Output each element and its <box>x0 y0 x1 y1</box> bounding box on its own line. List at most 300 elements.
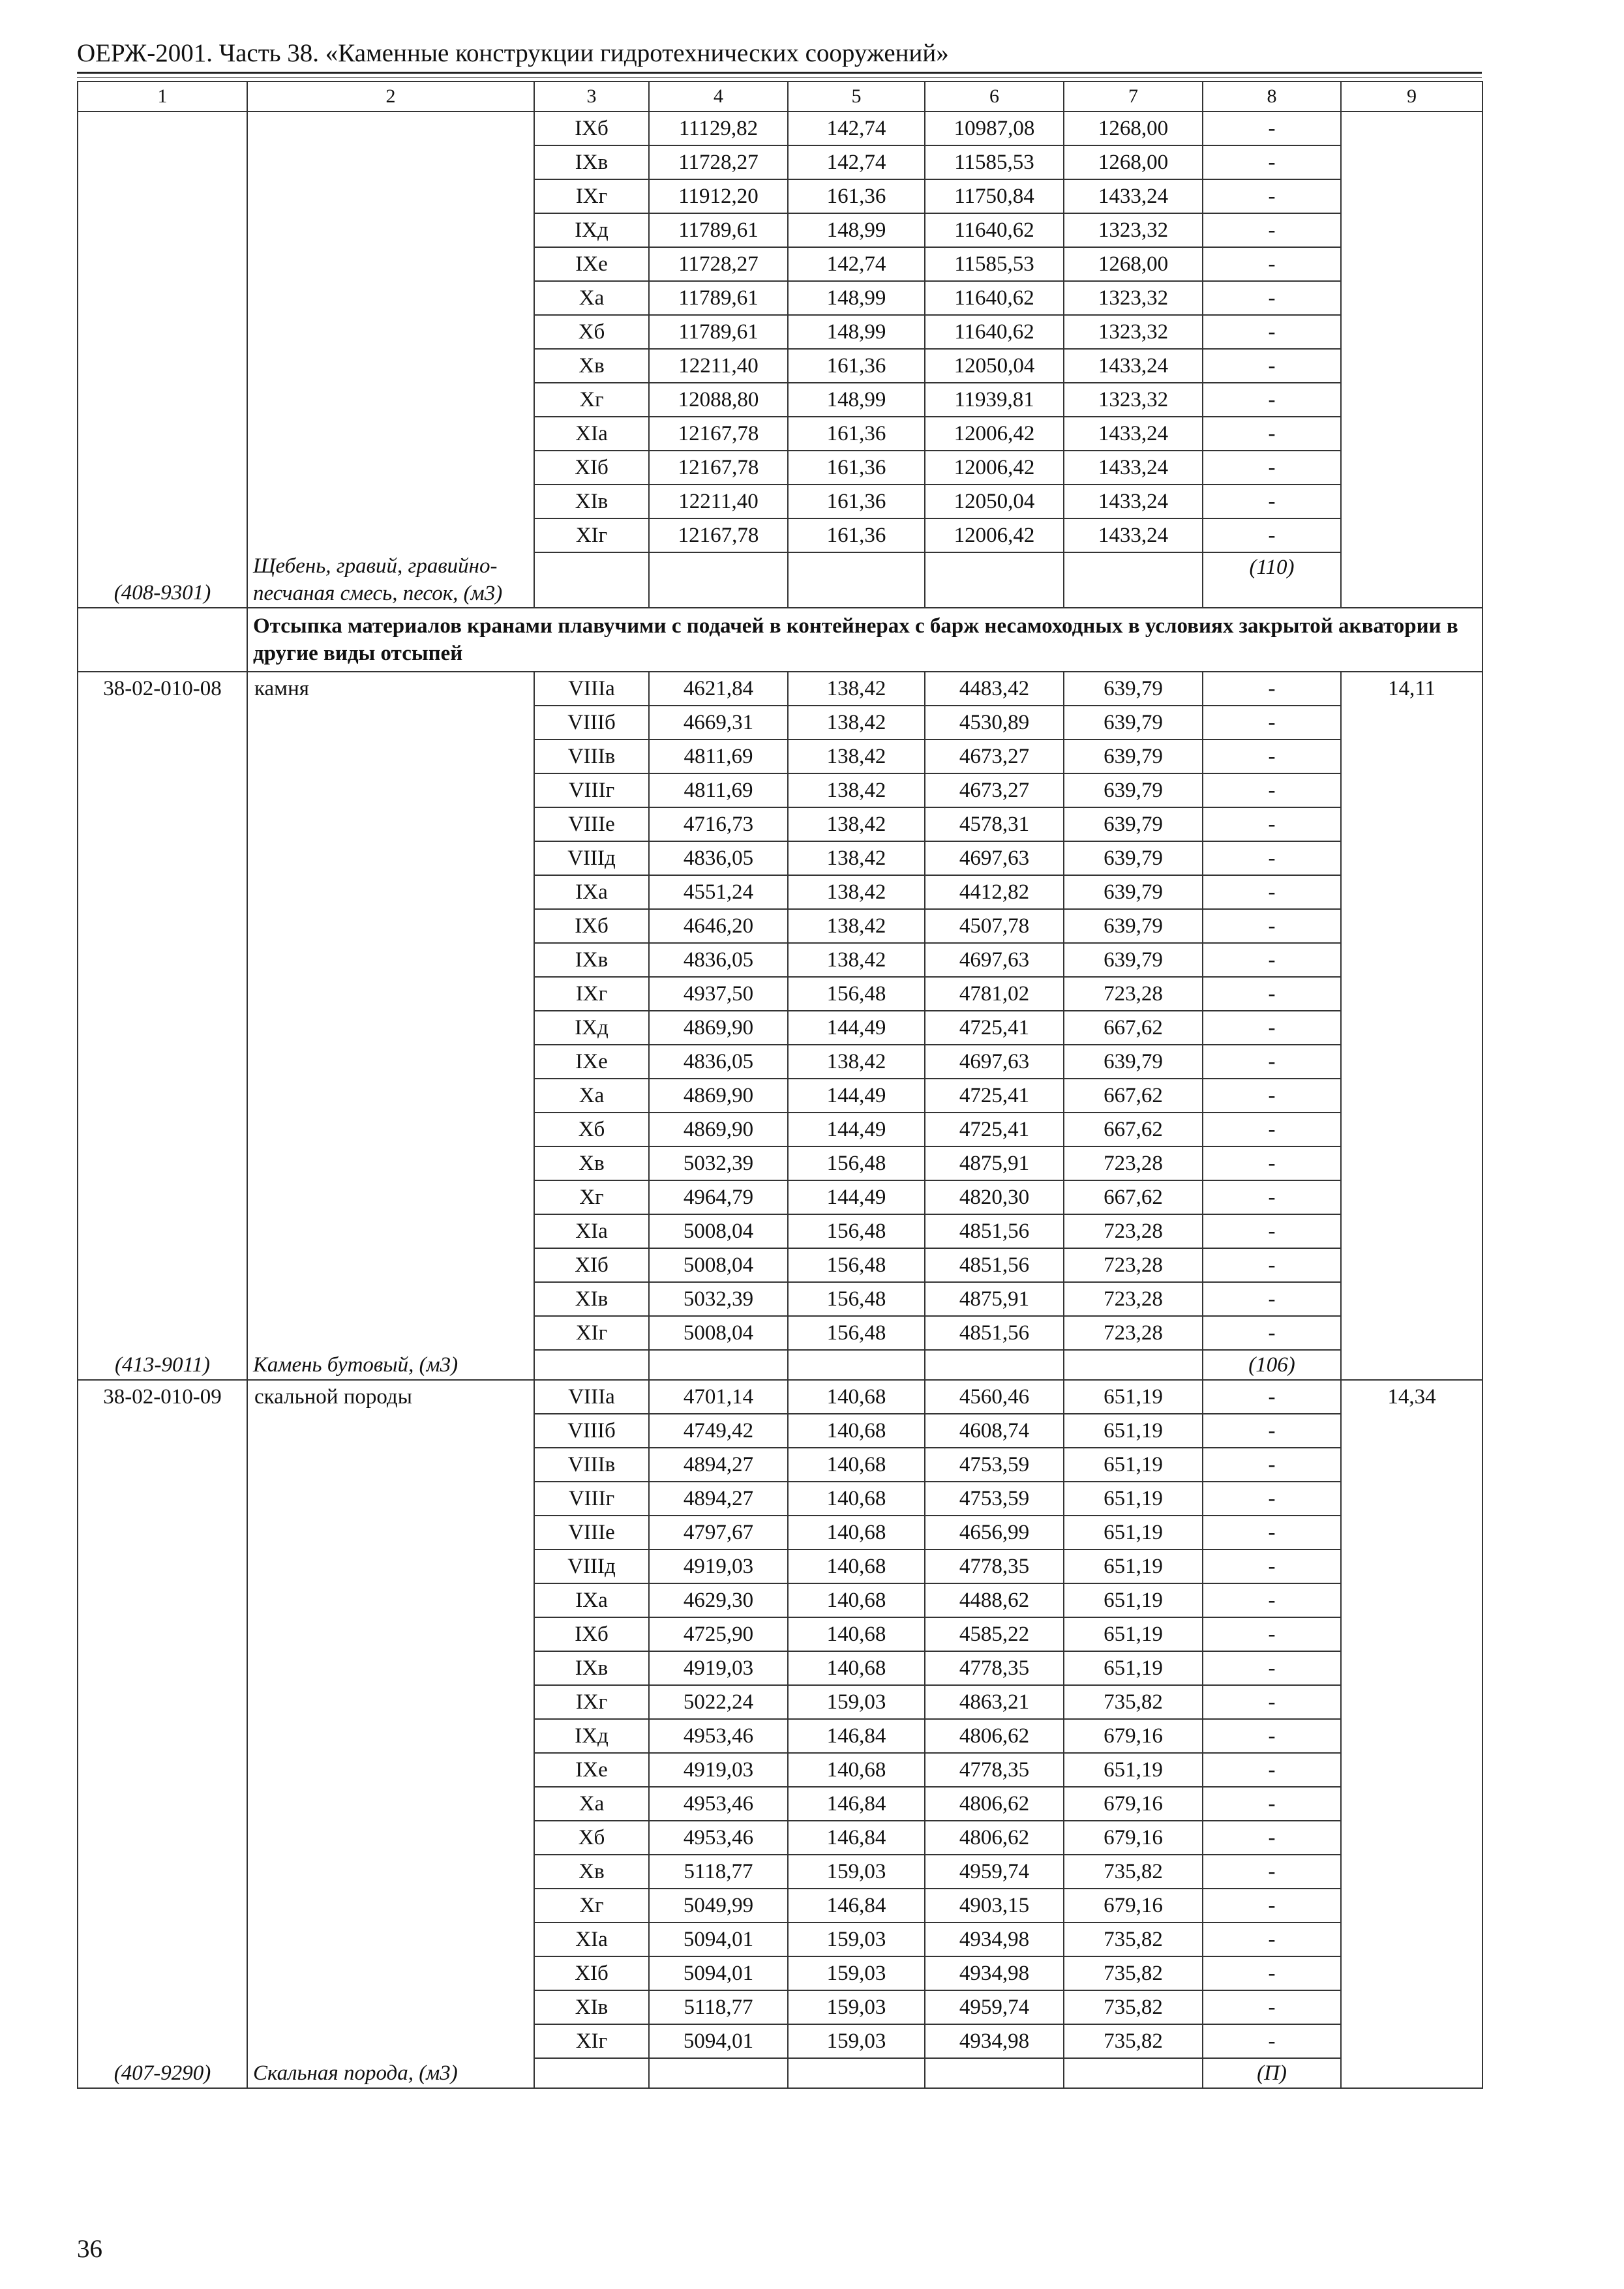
machines-cell: 4725,41 <box>925 1011 1064 1045</box>
driver-wages-cell: 1268,00 <box>1064 112 1203 145</box>
empty-cell <box>1064 552 1203 608</box>
resource-quantity: (П) <box>1203 2058 1341 2088</box>
column-number-6: 6 <box>925 82 1064 112</box>
total-cost-cell: 5008,04 <box>649 1316 788 1350</box>
zone-cell: Xв <box>534 1146 649 1180</box>
zone-cell: XIг <box>534 518 649 552</box>
machines-cell: 4820,30 <box>925 1180 1064 1214</box>
driver-wages-cell: 651,19 <box>1064 1549 1203 1583</box>
materials-cell: - <box>1203 518 1341 552</box>
total-cost-cell: 5094,01 <box>649 1956 788 1990</box>
driver-wages-cell: 639,79 <box>1064 875 1203 909</box>
materials-cell: - <box>1203 1685 1341 1719</box>
page-header: ОЕРЖ-2001. Часть 38. «Каменные конструкции гидротехнических сооружений» <box>77 39 949 67</box>
materials-cell: - <box>1203 1113 1341 1146</box>
zone-cell: VIIIд <box>534 1549 649 1583</box>
machines-cell: 4959,74 <box>925 1990 1064 2024</box>
machines-cell: 12006,42 <box>925 518 1064 552</box>
zone-cell: IXд <box>534 1011 649 1045</box>
zone-cell: Xв <box>534 1855 649 1889</box>
materials-cell: - <box>1203 1180 1341 1214</box>
zone-cell: VIIIв <box>534 1448 649 1482</box>
driver-wages-cell: 639,79 <box>1064 807 1203 841</box>
zone-cell: XIг <box>534 2024 649 2058</box>
driver-wages-cell: 639,79 <box>1064 841 1203 875</box>
empty-cell <box>1341 2058 1482 2088</box>
wages-cell: 140,68 <box>788 1380 925 1414</box>
driver-wages-cell: 651,19 <box>1064 1753 1203 1787</box>
machines-cell: 4875,91 <box>925 1282 1064 1316</box>
materials-cell: - <box>1203 1956 1341 1990</box>
machines-cell: 4863,21 <box>925 1685 1064 1719</box>
total-cost-cell: 5032,39 <box>649 1282 788 1316</box>
empty-cell <box>1341 552 1482 608</box>
materials-cell: - <box>1203 1719 1341 1753</box>
driver-wages-cell: 651,19 <box>1064 1516 1203 1549</box>
wages-cell: 144,49 <box>788 1180 925 1214</box>
wages-cell: 159,03 <box>788 1990 925 2024</box>
total-cost-cell: 4811,69 <box>649 740 788 773</box>
zone-cell: XIв <box>534 1990 649 2024</box>
zone-cell: XIг <box>534 1316 649 1350</box>
wages-cell: 161,36 <box>788 518 925 552</box>
zone-cell: VIIIг <box>534 1482 649 1516</box>
total-cost-cell: 11728,27 <box>649 247 788 281</box>
total-cost-cell: 4646,20 <box>649 909 788 943</box>
driver-wages-cell: 651,19 <box>1064 1380 1203 1414</box>
zone-cell: Xа <box>534 1787 649 1821</box>
wages-cell: 159,03 <box>788 1922 925 1956</box>
total-cost-cell: 5008,04 <box>649 1248 788 1282</box>
zone-cell: IXб <box>534 909 649 943</box>
wages-cell: 140,68 <box>788 1549 925 1583</box>
column-number-7: 7 <box>1064 82 1203 112</box>
driver-wages-cell: 651,19 <box>1064 1583 1203 1617</box>
machines-cell: 11750,84 <box>925 179 1064 213</box>
total-cost-cell: 4551,24 <box>649 875 788 909</box>
total-cost-cell: 4894,27 <box>649 1448 788 1482</box>
materials-cell: - <box>1203 1248 1341 1282</box>
wages-cell: 144,49 <box>788 1079 925 1113</box>
machines-cell: 4673,27 <box>925 740 1064 773</box>
materials-cell: - <box>1203 349 1341 383</box>
machines-cell: 4697,63 <box>925 943 1064 977</box>
resource-code-footer: (413-9011) <box>78 1350 247 1380</box>
wages-cell: 156,48 <box>788 1248 925 1282</box>
materials-cell: - <box>1203 1482 1341 1516</box>
materials-cell: - <box>1203 875 1341 909</box>
zone-cell: IXг <box>534 1685 649 1719</box>
materials-cell: - <box>1203 740 1341 773</box>
zone-cell: IXб <box>534 112 649 145</box>
empty-cell <box>1064 1350 1203 1380</box>
materials-cell: - <box>1203 1583 1341 1617</box>
zone-cell: XIб <box>534 1956 649 1990</box>
column-number-9: 9 <box>1341 82 1482 112</box>
materials-cell: - <box>1203 1414 1341 1448</box>
zone-cell: XIб <box>534 1248 649 1282</box>
machines-cell: 4903,15 <box>925 1889 1064 1922</box>
total-cost-cell: 4621,84 <box>649 672 788 706</box>
wages-cell: 148,99 <box>788 213 925 247</box>
driver-wages-cell: 723,28 <box>1064 1248 1203 1282</box>
materials-cell: - <box>1203 909 1341 943</box>
zone-cell: XIв <box>534 1282 649 1316</box>
resource-name-text: Камень бутовый, (м3) <box>253 1353 459 1377</box>
machines-cell: 4578,31 <box>925 807 1064 841</box>
resource-name <box>247 1350 534 1380</box>
zone-cell: Xв <box>534 349 649 383</box>
wages-cell: 146,84 <box>788 1821 925 1855</box>
materials-cell: - <box>1203 1821 1341 1855</box>
section-title-row <box>78 608 1482 672</box>
wages-cell: 156,48 <box>788 1214 925 1248</box>
empty-cell <box>788 1350 925 1380</box>
driver-wages-cell: 651,19 <box>1064 1414 1203 1448</box>
zone-cell: VIIIа <box>534 1380 649 1414</box>
machines-cell: 4507,78 <box>925 909 1064 943</box>
materials-cell: - <box>1203 1549 1341 1583</box>
zone-cell: XIа <box>534 1214 649 1248</box>
empty-cell <box>534 552 649 608</box>
total-cost-cell: 5049,99 <box>649 1889 788 1922</box>
zone-cell: XIа <box>534 417 649 451</box>
materials-cell: - <box>1203 1990 1341 2024</box>
total-cost-cell: 12211,40 <box>649 485 788 518</box>
machines-cell: 4851,56 <box>925 1214 1064 1248</box>
rates-table <box>77 81 1483 2089</box>
zone-cell: VIIIв <box>534 740 649 773</box>
materials-cell: - <box>1203 281 1341 315</box>
work-description <box>247 112 534 552</box>
driver-wages-cell: 1323,32 <box>1064 383 1203 417</box>
wages-cell: 159,03 <box>788 2024 925 2058</box>
section-title: Отсыпка материалов кранами плавучими с подачей в контейнерах с барж несамоходных в условиях закрытой акватории в другие виды отсыпей <box>247 608 1482 672</box>
zone-cell: IXе <box>534 247 649 281</box>
column-number-row <box>78 82 1482 112</box>
resource-code-footer: (408-9301) <box>78 552 247 608</box>
driver-wages-cell: 1433,24 <box>1064 349 1203 383</box>
driver-wages-cell: 723,28 <box>1064 1146 1203 1180</box>
empty-cell <box>925 552 1064 608</box>
machines-cell: 4753,59 <box>925 1482 1064 1516</box>
machines-cell: 4806,62 <box>925 1787 1064 1821</box>
total-cost-cell: 4869,90 <box>649 1011 788 1045</box>
total-cost-cell: 4953,46 <box>649 1787 788 1821</box>
machines-cell: 4875,91 <box>925 1146 1064 1180</box>
machines-cell: 12050,04 <box>925 485 1064 518</box>
column-number-1: 1 <box>78 82 247 112</box>
zone-cell: XIв <box>534 485 649 518</box>
total-cost-cell: 4836,05 <box>649 841 788 875</box>
materials-cell: - <box>1203 943 1341 977</box>
total-cost-cell: 5094,01 <box>649 1922 788 1956</box>
driver-wages-cell: 1323,32 <box>1064 213 1203 247</box>
zone-cell: IXе <box>534 1045 649 1079</box>
materials-cell: - <box>1203 1316 1341 1350</box>
driver-wages-cell: 1433,24 <box>1064 451 1203 485</box>
wages-cell: 156,48 <box>788 1282 925 1316</box>
total-cost-cell: 4811,69 <box>649 773 788 807</box>
machines-cell: 4934,98 <box>925 1956 1064 1990</box>
machines-cell: 11585,53 <box>925 145 1064 179</box>
zone-cell: VIIIг <box>534 773 649 807</box>
total-cost-cell: 5118,77 <box>649 1855 788 1889</box>
total-cost-cell: 5008,04 <box>649 1214 788 1248</box>
machines-cell: 11640,62 <box>925 213 1064 247</box>
wages-cell: 140,68 <box>788 1516 925 1549</box>
total-cost-cell: 11728,27 <box>649 145 788 179</box>
zone-cell: IXб <box>534 1617 649 1651</box>
total-cost-cell: 5022,24 <box>649 1685 788 1719</box>
total-cost-cell: 4749,42 <box>649 1414 788 1448</box>
total-cost-cell: 4919,03 <box>649 1651 788 1685</box>
materials-cell: - <box>1203 1617 1341 1651</box>
wages-cell: 140,68 <box>788 1651 925 1685</box>
machines-cell: 4530,89 <box>925 706 1064 740</box>
total-cost-cell: 12088,80 <box>649 383 788 417</box>
table-row <box>78 1380 1482 1414</box>
driver-wages-cell: 735,82 <box>1064 2024 1203 2058</box>
total-cost-cell: 11912,20 <box>649 179 788 213</box>
driver-wages-cell: 651,19 <box>1064 1482 1203 1516</box>
driver-wages-cell: 667,62 <box>1064 1011 1203 1045</box>
total-cost-cell: 4953,46 <box>649 1821 788 1855</box>
driver-wages-cell: 723,28 <box>1064 1282 1203 1316</box>
wages-cell: 161,36 <box>788 349 925 383</box>
resource-name-text: Скальная порода, (м3) <box>253 2061 458 2085</box>
driver-wages-cell: 639,79 <box>1064 773 1203 807</box>
machines-cell: 4412,82 <box>925 875 1064 909</box>
resource-row <box>78 1350 1482 1380</box>
total-cost-cell: 12211,40 <box>649 349 788 383</box>
machines-cell: 4725,41 <box>925 1079 1064 1113</box>
machines-cell: 4934,98 <box>925 2024 1064 2058</box>
total-cost-cell: 4953,46 <box>649 1719 788 1753</box>
wages-cell: 138,42 <box>788 740 925 773</box>
header-rule-thin <box>77 77 1482 78</box>
total-cost-cell: 4716,73 <box>649 807 788 841</box>
driver-wages-cell: 1433,24 <box>1064 518 1203 552</box>
driver-wages-cell: 1323,32 <box>1064 315 1203 349</box>
machines-cell: 4725,41 <box>925 1113 1064 1146</box>
wages-cell: 140,68 <box>788 1617 925 1651</box>
wages-cell: 138,42 <box>788 875 925 909</box>
total-cost-cell: 12167,78 <box>649 518 788 552</box>
column-number-3: 3 <box>534 82 649 112</box>
driver-wages-cell: 639,79 <box>1064 1045 1203 1079</box>
column-number-8: 8 <box>1203 82 1341 112</box>
wages-cell: 138,42 <box>788 1045 925 1079</box>
materials-cell: - <box>1203 383 1341 417</box>
column-number-4: 4 <box>649 82 788 112</box>
machines-cell: 4934,98 <box>925 1922 1064 1956</box>
driver-wages-cell: 651,19 <box>1064 1448 1203 1482</box>
work-description: скальной породы <box>247 1380 534 2058</box>
driver-wages-cell: 667,62 <box>1064 1180 1203 1214</box>
wages-cell: 156,48 <box>788 977 925 1011</box>
machines-cell: 4753,59 <box>925 1448 1064 1482</box>
materials-cell: - <box>1203 1516 1341 1549</box>
zone-cell: IXг <box>534 977 649 1011</box>
driver-wages-cell: 723,28 <box>1064 1316 1203 1350</box>
machines-cell: 11939,81 <box>925 383 1064 417</box>
labor-norm: 14,34 <box>1341 1380 1482 2058</box>
wages-cell: 140,68 <box>788 1753 925 1787</box>
machines-cell: 4560,46 <box>925 1380 1064 1414</box>
wages-cell: 156,48 <box>788 1316 925 1350</box>
wages-cell: 138,42 <box>788 706 925 740</box>
materials-cell: - <box>1203 485 1341 518</box>
machines-cell: 4585,22 <box>925 1617 1064 1651</box>
wages-cell: 138,42 <box>788 807 925 841</box>
driver-wages-cell: 735,82 <box>1064 1956 1203 1990</box>
column-number-2: 2 <box>247 82 534 112</box>
machines-cell: 12006,42 <box>925 451 1064 485</box>
materials-cell: - <box>1203 213 1341 247</box>
resource-code <box>78 112 247 552</box>
wages-cell: 148,99 <box>788 383 925 417</box>
zone-cell: VIIIа <box>534 672 649 706</box>
wages-cell: 140,68 <box>788 1583 925 1617</box>
materials-cell: - <box>1203 1011 1341 1045</box>
machines-cell: 4851,56 <box>925 1316 1064 1350</box>
driver-wages-cell: 1433,24 <box>1064 485 1203 518</box>
driver-wages-cell: 1433,24 <box>1064 179 1203 213</box>
empty-cell <box>649 552 788 608</box>
total-cost-cell: 5032,39 <box>649 1146 788 1180</box>
materials-cell: - <box>1203 1282 1341 1316</box>
driver-wages-cell: 679,16 <box>1064 1889 1203 1922</box>
section-title-spacer <box>78 608 247 672</box>
total-cost-cell: 11789,61 <box>649 315 788 349</box>
materials-cell: - <box>1203 1380 1341 1414</box>
materials-cell: - <box>1203 1787 1341 1821</box>
total-cost-cell: 4836,05 <box>649 943 788 977</box>
total-cost-cell: 4836,05 <box>649 1045 788 1079</box>
materials-cell: - <box>1203 773 1341 807</box>
wages-cell: 159,03 <box>788 1956 925 1990</box>
empty-cell <box>788 552 925 608</box>
zone-cell: Xб <box>534 315 649 349</box>
driver-wages-cell: 1268,00 <box>1064 247 1203 281</box>
total-cost-cell: 4937,50 <box>649 977 788 1011</box>
empty-cell <box>649 1350 788 1380</box>
driver-wages-cell: 651,19 <box>1064 1651 1203 1685</box>
driver-wages-cell: 639,79 <box>1064 909 1203 943</box>
total-cost-cell: 4725,90 <box>649 1617 788 1651</box>
zone-cell: IXе <box>534 1753 649 1787</box>
wages-cell: 138,42 <box>788 943 925 977</box>
driver-wages-cell: 639,79 <box>1064 740 1203 773</box>
materials-cell: - <box>1203 977 1341 1011</box>
machines-cell: 4781,02 <box>925 977 1064 1011</box>
machines-cell: 4697,63 <box>925 841 1064 875</box>
total-cost-cell: 11789,61 <box>649 281 788 315</box>
machines-cell: 4673,27 <box>925 773 1064 807</box>
machines-cell: 11585,53 <box>925 247 1064 281</box>
wages-cell: 138,42 <box>788 841 925 875</box>
zone-cell: Xа <box>534 281 649 315</box>
driver-wages-cell: 723,28 <box>1064 1214 1203 1248</box>
total-cost-cell: 4894,27 <box>649 1482 788 1516</box>
machines-cell: 4778,35 <box>925 1549 1064 1583</box>
zone-cell: IXв <box>534 145 649 179</box>
column-number-5: 5 <box>788 82 925 112</box>
driver-wages-cell: 679,16 <box>1064 1821 1203 1855</box>
empty-cell <box>925 2058 1064 2088</box>
driver-wages-cell: 723,28 <box>1064 977 1203 1011</box>
wages-cell: 161,36 <box>788 485 925 518</box>
driver-wages-cell: 667,62 <box>1064 1113 1203 1146</box>
materials-cell: - <box>1203 1922 1341 1956</box>
empty-cell <box>788 2058 925 2088</box>
materials-cell: - <box>1203 1651 1341 1685</box>
zone-cell: IXа <box>534 875 649 909</box>
wages-cell: 144,49 <box>788 1113 925 1146</box>
labor-norm: 14,11 <box>1341 672 1482 1350</box>
table-row <box>78 672 1482 706</box>
wages-cell: 140,68 <box>788 1448 925 1482</box>
wages-cell: 161,36 <box>788 417 925 451</box>
machines-cell: 4959,74 <box>925 1855 1064 1889</box>
total-cost-cell: 4919,03 <box>649 1753 788 1787</box>
machines-cell: 4778,35 <box>925 1753 1064 1787</box>
zone-cell: IXг <box>534 179 649 213</box>
materials-cell: - <box>1203 112 1341 145</box>
machines-cell: 4483,42 <box>925 672 1064 706</box>
wages-cell: 142,74 <box>788 112 925 145</box>
driver-wages-cell: 1268,00 <box>1064 145 1203 179</box>
machines-cell: 4488,62 <box>925 1583 1064 1617</box>
materials-cell: - <box>1203 179 1341 213</box>
empty-cell <box>534 2058 649 2088</box>
zone-cell: IXв <box>534 943 649 977</box>
wages-cell: 142,74 <box>788 145 925 179</box>
wages-cell: 144,49 <box>788 1011 925 1045</box>
header-rule <box>77 72 1482 74</box>
empty-cell <box>1064 2058 1203 2088</box>
driver-wages-cell: 639,79 <box>1064 706 1203 740</box>
total-cost-cell: 4669,31 <box>649 706 788 740</box>
zone-cell: VIIIе <box>534 807 649 841</box>
materials-cell: - <box>1203 1045 1341 1079</box>
zone-cell: VIIIе <box>534 1516 649 1549</box>
machines-cell: 4608,74 <box>925 1414 1064 1448</box>
machines-cell: 10987,08 <box>925 112 1064 145</box>
zone-cell: Xг <box>534 1889 649 1922</box>
total-cost-cell: 12167,78 <box>649 417 788 451</box>
zone-cell: VIIIд <box>534 841 649 875</box>
page-number: 36 <box>77 2235 102 2263</box>
driver-wages-cell: 667,62 <box>1064 1079 1203 1113</box>
total-cost-cell: 5118,77 <box>649 1990 788 2024</box>
materials-cell: - <box>1203 1214 1341 1248</box>
zone-cell: VIIIб <box>534 1414 649 1448</box>
empty-cell <box>1341 1350 1482 1380</box>
materials-cell: - <box>1203 2024 1341 2058</box>
wages-cell: 138,42 <box>788 672 925 706</box>
wages-cell: 138,42 <box>788 773 925 807</box>
materials-cell: - <box>1203 841 1341 875</box>
materials-cell: - <box>1203 672 1341 706</box>
wages-cell: 148,99 <box>788 281 925 315</box>
empty-cell <box>649 2058 788 2088</box>
wages-cell: 140,68 <box>788 1414 925 1448</box>
wages-cell: 159,03 <box>788 1855 925 1889</box>
wages-cell: 142,74 <box>788 247 925 281</box>
wages-cell: 146,84 <box>788 1889 925 1922</box>
